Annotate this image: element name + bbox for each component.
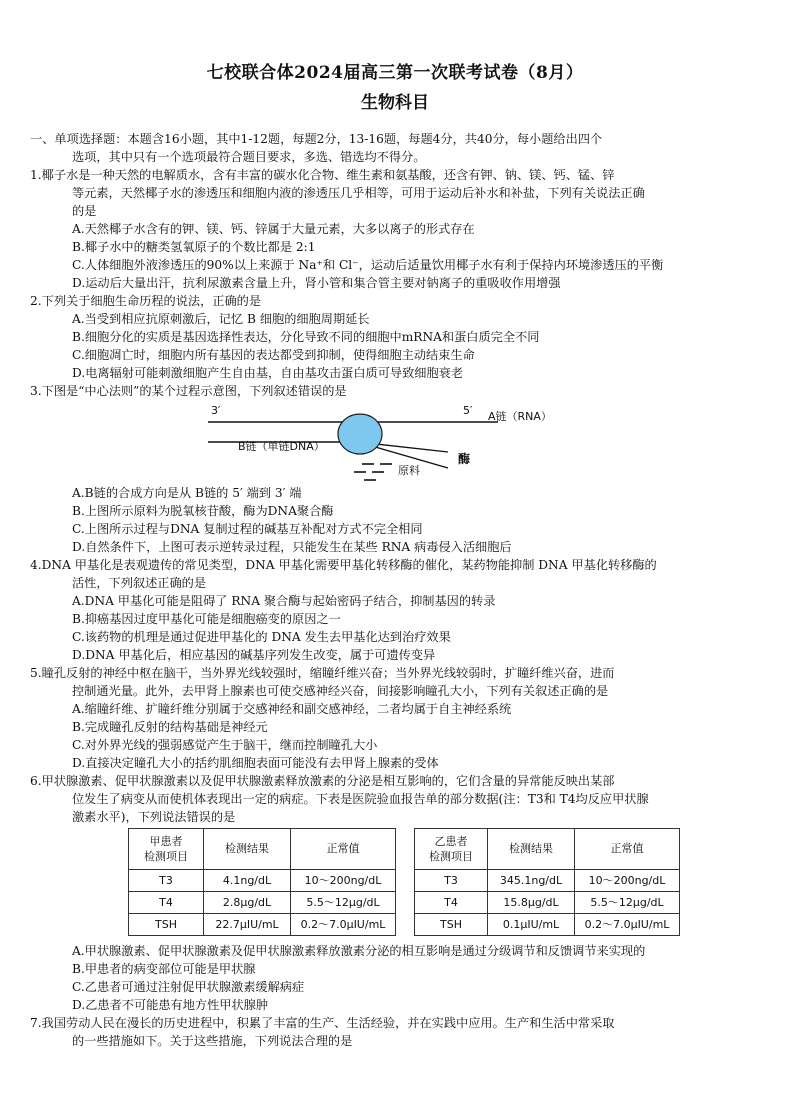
q5-option-d: D.直接决定瞳孔大小的括约肌细胞表面可能没有去甲肾上腺素的受体: [72, 756, 439, 770]
q2-option-b: B.细胞分化的实质是基因选择性表达，分化导致不同的细胞中mRNA和蛋白质完全不同: [72, 330, 540, 344]
q3-stem: 3.下图是“中心法则”的某个过程示意图，下列叙述错误的是: [30, 384, 347, 398]
q2-option-c: C.细胞凋亡时，细胞内所有基因的表达都受到抑制，使得细胞主动结束生命: [72, 348, 475, 362]
label-material: 原料: [398, 464, 420, 477]
table-cell: T4: [129, 892, 204, 914]
q7-stem: 7.我国劳动人民在漫长的历史进程中，积累了丰富的生产、生活经验，并在实践中应用。生产和生活中常采取: [30, 1016, 615, 1030]
table-cell: 22.7μIU/mL: [204, 914, 291, 936]
patient-b-table: [414, 828, 680, 936]
table-row: [415, 892, 680, 914]
table-header: 正常值: [575, 829, 680, 870]
q1-stem: 1.椰子水是一种天然的电解质水，含有丰富的碳水化合物、维生素和氨基酸，还含有钾、钠、镁、钙、锰、锌: [30, 168, 615, 182]
exam-content: [30, 130, 738, 1050]
table-cell: T3: [129, 870, 204, 892]
q4-stem: 4.DNA 甲基化是表观遗传的常见类型，DNA 甲基化需要甲基化转移酶的催化，某药物能抑制 DNA 甲基化转移酶的: [30, 558, 657, 572]
q4-option-a: A.DNA 甲基化可能是阻碍了 RNA 聚合酶与起始密码子结合，抑制基因的转录: [72, 594, 496, 608]
q5-stem-cont: 控制通光量。此外，去甲肾上腺素也可使交感神经兴奋，间接影响瞳孔大小，下列有关叙述正确的是: [72, 684, 609, 698]
table-cell: 2.8μg/dL: [204, 892, 291, 914]
q4-option-d: D.DNA 甲基化后，相应基因的碱基序列发生改变，属于可遗传变异: [72, 648, 436, 662]
q1-option-b: B.椰子水中的糖类氢氧原子的个数比都是 2:1: [72, 240, 316, 254]
section-intro: 一、单项选择题：本题含16小题，其中1-12题，每题2分，13-16题，每题4分，共40分，每小题给出四个: [30, 132, 603, 146]
table-cell: TSH: [415, 914, 488, 936]
label-chain-a: A链（RNA）: [488, 410, 552, 423]
q5-option-b: B.完成瞳孔反射的结构基础是神经元: [72, 720, 268, 734]
table-cell: 4.1ng/dL: [204, 870, 291, 892]
q3-option-a: A.B链的合成方向是从 B链的 5′ 端到 3′ 端: [72, 486, 302, 500]
table-header: [415, 829, 488, 870]
q4-option-b: B.抑癌基因过度甲基化可能是细胞癌变的原因之一: [72, 612, 341, 626]
table-cell: T3: [415, 870, 488, 892]
table-row: [415, 870, 680, 892]
table-cell: 5.5～12μg/dL: [291, 892, 396, 914]
central-dogma-diagram: [58, 402, 738, 484]
q5-option-c: C.对外界光线的强弱感觉产生于脑干，继而控制瞳孔大小: [72, 738, 378, 752]
q4-stem-cont: 活性，下列叙述正确的是: [72, 576, 207, 590]
label-chain-b: B链（单链DNA）: [238, 440, 325, 453]
table-cell: 0.2～7.0μIU/mL: [575, 914, 680, 936]
table-cell: 5.5～12μg/dL: [575, 892, 680, 914]
table-header: [129, 829, 204, 870]
header-patient: 乙患者: [434, 835, 468, 848]
q2-stem: 2.下列关于细胞生命历程的说法，正确的是: [30, 294, 262, 308]
table-row: [129, 892, 396, 914]
table-cell: 345.1ng/dL: [488, 870, 575, 892]
label-5prime: 5′: [463, 404, 473, 417]
q1-option-d: D.运动后大量出汗，抗利尿激素含量上升，肾小管和集合管主要对钠离子的重吸收作用增强: [72, 276, 561, 290]
q6-stem-cont: 激素水平)，下列说法错误的是: [72, 810, 236, 824]
table-cell: 10～200ng/dL: [575, 870, 680, 892]
q6-option-d: D.乙患者不可能患有地方性甲状腺肿: [72, 998, 269, 1012]
q5-option-a: A.缩瞳纤维、扩瞳纤维分别属于交感神经和副交感神经，二者均属于自主神经系统: [72, 702, 512, 716]
header-patient: 甲患者: [149, 835, 183, 848]
patient-a-table: [128, 828, 396, 936]
q3-option-c: C.上图所示过程与DNA 复制过程的碱基互补配对方式不完全相同: [72, 522, 423, 536]
q1-option-c: C.人体细胞外液渗透压的90%以上来源于 Na⁺和 Cl⁻，运动后适量饮用椰子水有利于保持内环境渗透压的平衡: [72, 258, 664, 272]
q4-option-c: C.该药物的机理是通过促进甲基化的 DNA 发生去甲基化达到治疗效果: [72, 630, 451, 644]
table-header: 检测结果: [488, 829, 575, 870]
label-enzyme: 酶: [458, 452, 471, 466]
table-header: 正常值: [291, 829, 396, 870]
q6-option-b: B.甲患者的病变部位可能是甲状腺: [72, 962, 256, 976]
exam-title: 七校联合体2024届高三第一次联考试卷（8月）: [206, 63, 584, 83]
subject-title: 生物科目: [361, 93, 429, 113]
table-cell: 0.1μIU/mL: [488, 914, 575, 936]
q6-stem: 6.甲状腺激素、促甲状腺激素以及促甲状腺激素释放激素的分泌是相互影响的，它们含量的异常能反映出某部: [30, 774, 615, 788]
q6-option-a: A.甲状腺激素、促甲状腺激素及促甲状腺激素释放激素分泌的相互影响是通过分级调节和反馈调节来实现的: [72, 944, 646, 958]
enzyme-circle: [338, 414, 382, 454]
header-item: 检测项目: [429, 850, 473, 863]
q1-option-a: A.天然椰子水含有的钾、镁、钙、锌属于大量元素，大多以离子的形式存在: [72, 222, 475, 236]
table-header: 检测结果: [204, 829, 291, 870]
header-item: 检测项目: [144, 850, 188, 863]
table-row: [415, 914, 680, 936]
table-cell: TSH: [129, 914, 204, 936]
q6-stem-cont: 位发生了病变从而使机体表现出一定的病症。下表是医院验血报告单的部分数据(注：T3和 T4均反应甲状腺: [72, 792, 649, 806]
lab-report-tables: [58, 828, 738, 942]
q5-stem: 5.瞳孔反射的神经中枢在脑干，当外界光线较强时，缩瞳纤维兴奋；当外界光线较弱时，扩瞳纤维兴奋，进而: [30, 666, 615, 680]
label-3prime: 3′: [211, 404, 221, 417]
section-intro-cont: 选项，其中只有一个选项最符合题目要求，多选、错选均不得分。: [72, 150, 426, 164]
q6-option-c: C.乙患者可通过注射促甲状腺激素缓解病症: [72, 980, 305, 994]
q1-stem-cont: 等元素，天然椰子水的渗透压和细胞内液的渗透压几乎相等，可用于运动后补水和补盐，下列有关说法正确: [72, 186, 645, 200]
table-cell: 15.8μg/dL: [488, 892, 575, 914]
table-cell: T4: [415, 892, 488, 914]
table-cell: 10～200ng/dL: [291, 870, 396, 892]
table-row: [129, 914, 396, 936]
table-row: [129, 870, 396, 892]
q3-option-b: B.上图所示原料为脱氧核苷酸，酶为DNA聚合酶: [72, 504, 334, 518]
q1-stem-cont: 的是: [72, 204, 97, 218]
q2-option-a: A.当受到相应抗原刺激后，记忆 B 细胞的细胞周期延长: [72, 312, 370, 326]
raw-material-dashes: [354, 464, 392, 480]
table-cell: 0.2～7.0μIU/mL: [291, 914, 396, 936]
q2-option-d: D.电离辐射可能刺激细胞产生自由基，自由基攻击蛋白质可导致细胞衰老: [72, 366, 464, 380]
q3-option-d: D.自然条件下，上图可表示逆转录过程，只能发生在某些 RNA 病毒侵入活细胞后: [72, 540, 512, 554]
diagram-graphic: [58, 402, 658, 484]
q7-stem-cont: 的一些措施如下。关于这些措施，下列说法合理的是: [72, 1034, 353, 1048]
